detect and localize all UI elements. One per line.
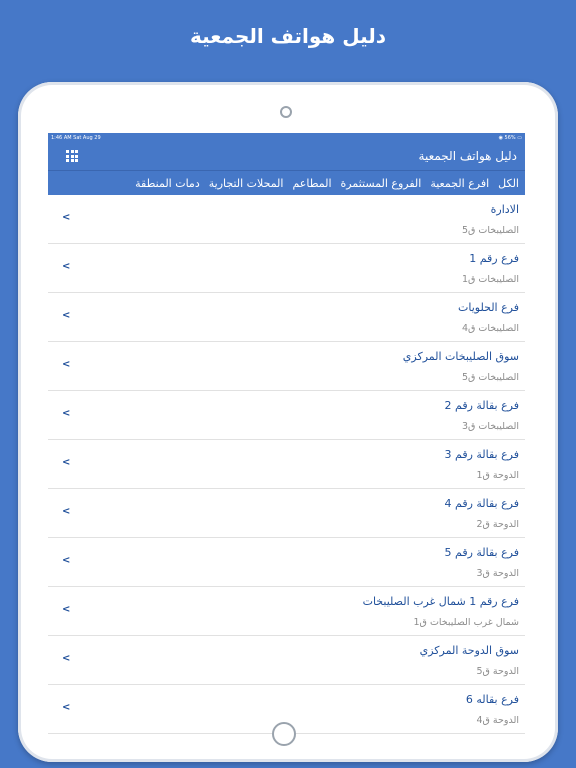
- list-item-subtitle: الصليبخات ق3: [461, 421, 519, 432]
- list-item-subtitle: الصليبخات ق4: [461, 323, 519, 334]
- chevron-left-icon: <: [62, 359, 71, 370]
- chevron-left-icon: <: [62, 408, 71, 419]
- list-item-subtitle: الدوحة ق5: [476, 666, 519, 677]
- status-time: 1:46 AM Sat Aug 29: [51, 134, 101, 141]
- tab-restaurants[interactable]: المطاعم: [292, 176, 332, 190]
- list-item-title: فرع بقالة رقم 4: [444, 497, 519, 510]
- list-item-subtitle: الدوحة ق1: [476, 470, 519, 481]
- list-item[interactable]: [48, 489, 525, 538]
- list-item-subtitle: الدوحة ق2: [476, 519, 519, 530]
- list-item[interactable]: [48, 391, 525, 440]
- list-item-title: فرع الحلويات: [458, 301, 519, 314]
- list-item-subtitle: الدوحة ق3: [476, 568, 519, 579]
- chevron-left-icon: <: [62, 702, 71, 713]
- list-item-title: فرع بقالة رقم 3: [444, 448, 519, 461]
- list-item-title: فرع بقالة رقم 5: [444, 546, 519, 559]
- chevron-left-icon: <: [62, 457, 71, 468]
- list-item[interactable]: [48, 538, 525, 587]
- page-title: دليل هواتف الجمعية: [418, 149, 517, 163]
- list-item-subtitle: الصليبخات ق1: [461, 274, 519, 285]
- tab-area-services[interactable]: دمات المنطقة: [135, 176, 200, 190]
- list-item-title: سوق الدوحة المركزي: [419, 644, 519, 657]
- list-item[interactable]: [48, 636, 525, 685]
- status-bar: [48, 133, 525, 142]
- tab-shops[interactable]: المحلات التجارية: [208, 176, 284, 190]
- phone-list: [48, 195, 525, 734]
- list-item[interactable]: [48, 440, 525, 489]
- list-item-subtitle: الصليبخات ق5: [461, 225, 519, 236]
- battery-indicator: ◉ 56% ▭: [498, 134, 522, 141]
- camera-icon: [280, 106, 292, 118]
- grid-menu-icon[interactable]: [66, 150, 78, 162]
- list-item-title: فرع رقم 1 شمال غرب الصليبخات: [362, 595, 519, 608]
- list-item-subtitle: شمال غرب الصليبخات ق1: [413, 617, 519, 628]
- list-item[interactable]: [48, 342, 525, 391]
- chevron-left-icon: <: [62, 653, 71, 664]
- tab-all[interactable]: الكل: [498, 176, 519, 190]
- list-item[interactable]: [48, 293, 525, 342]
- list-item-title: الادارة: [490, 203, 519, 216]
- list-item-title: فرع بقالة رقم 2: [444, 399, 519, 412]
- list-item-title: فرع بقاله 6: [465, 693, 519, 706]
- promo-title: دليل هواتف الجمعية: [189, 24, 387, 48]
- list-item[interactable]: [48, 195, 525, 244]
- list-item-subtitle: الصليبخات ق5: [461, 372, 519, 383]
- navigation-bar: [48, 142, 525, 170]
- app-screen: [48, 133, 525, 726]
- category-tabs: [48, 170, 525, 195]
- chevron-left-icon: <: [62, 506, 71, 517]
- chevron-left-icon: <: [62, 310, 71, 321]
- list-item[interactable]: [48, 244, 525, 293]
- tablet-frame: [18, 82, 558, 762]
- chevron-left-icon: <: [62, 261, 71, 272]
- chevron-left-icon: <: [62, 604, 71, 615]
- chevron-left-icon: <: [62, 212, 71, 223]
- chevron-left-icon: <: [62, 555, 71, 566]
- list-item-subtitle: الدوحة ق4: [476, 715, 519, 726]
- tab-invested-branches[interactable]: الفروع المستثمرة: [340, 176, 422, 190]
- list-item[interactable]: [48, 587, 525, 636]
- list-item-title: سوق الصليبخات المركزي: [402, 350, 519, 363]
- tab-branches[interactable]: افرع الجمعية: [430, 176, 490, 190]
- home-button[interactable]: [272, 722, 296, 746]
- list-item-title: فرع رقم 1: [469, 252, 519, 265]
